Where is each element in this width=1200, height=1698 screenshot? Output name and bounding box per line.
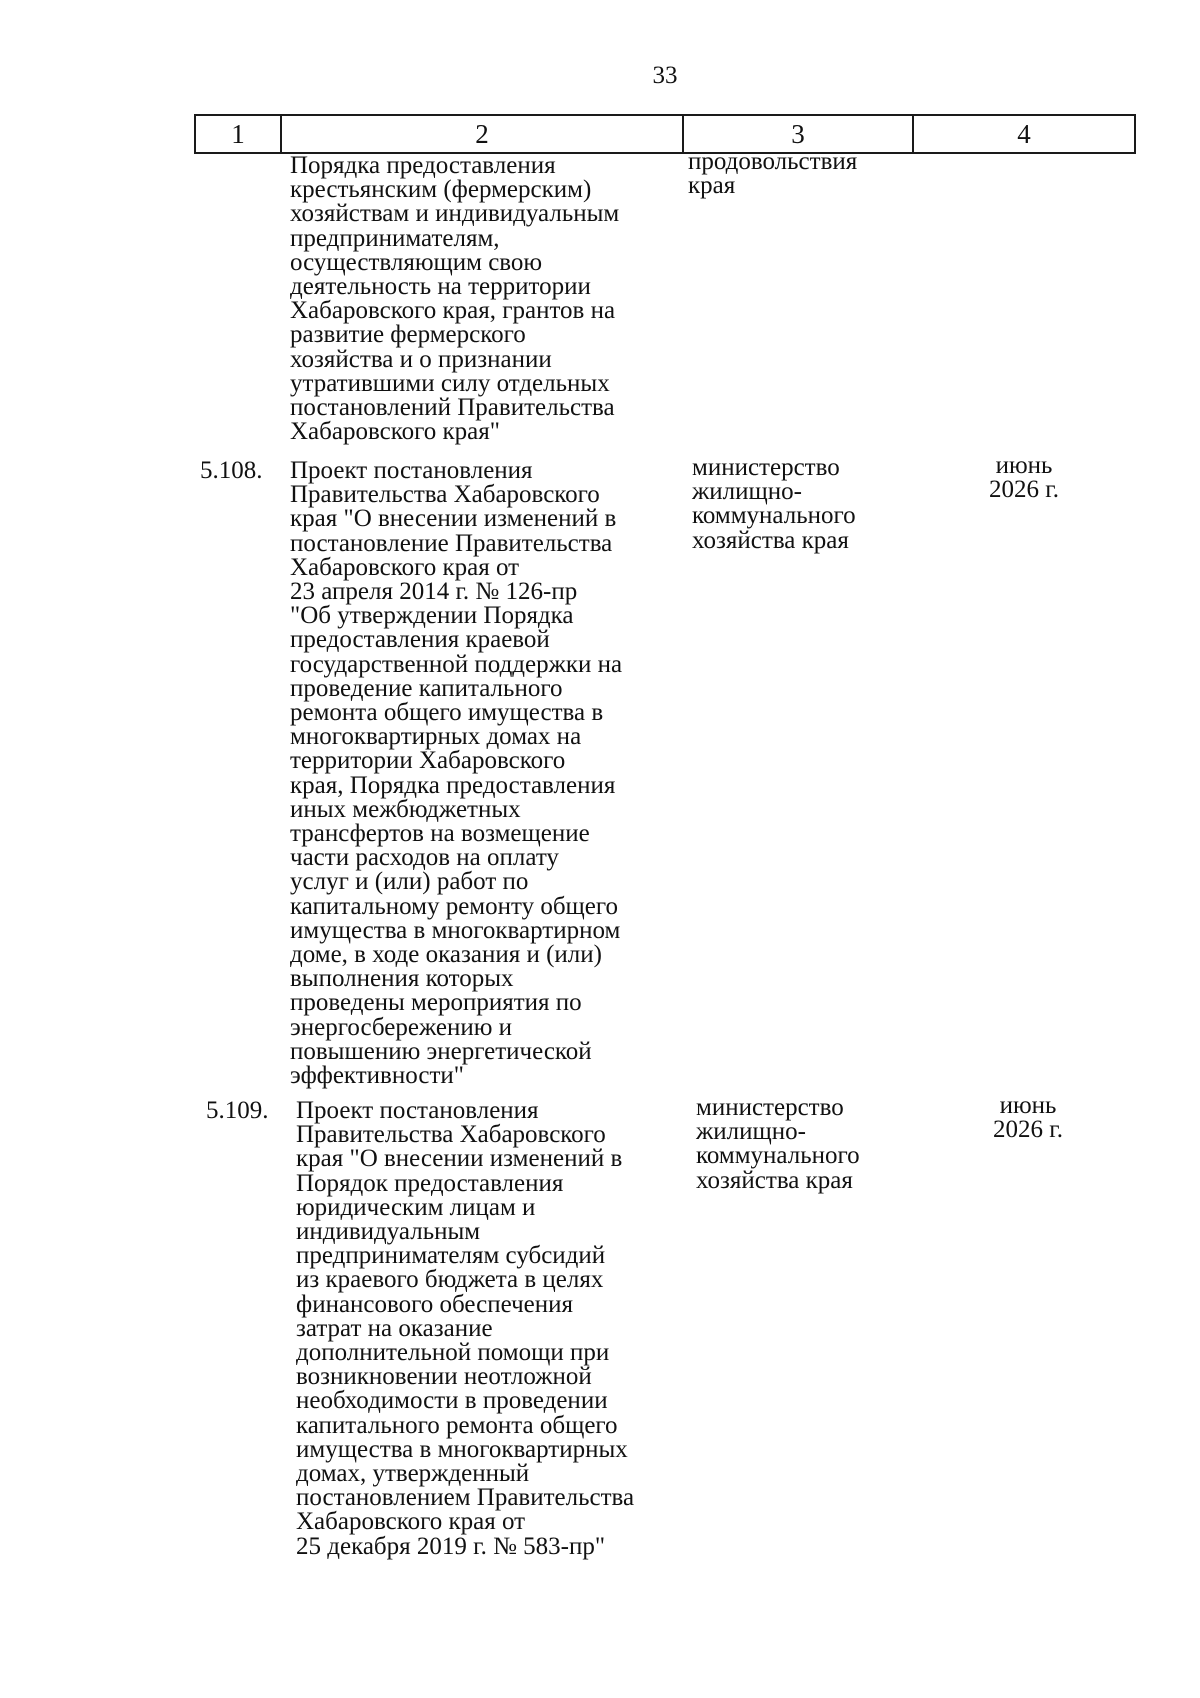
text-line: части расходов на оплату (290, 844, 559, 872)
text-line: 2026 г. (989, 476, 1059, 503)
text-line: края "О внесении изменений в (296, 1145, 623, 1173)
text-line: развитие фермерского (290, 321, 526, 349)
row-term (968, 1094, 1088, 1142)
text-line: юридическим лицам и (296, 1193, 536, 1221)
text-line: повышению энергетической (290, 1037, 592, 1065)
text-line: постановлений Правительства (290, 394, 615, 422)
table-header-row (194, 114, 1136, 154)
text-line: имущества в многоквартирном (290, 916, 621, 944)
text-line: многоквартирных домах на (290, 723, 582, 751)
text-line: возникновении неотложной (296, 1363, 592, 1391)
text-line: услуг и (или) работ по (290, 868, 529, 896)
text-line: финансового обеспечения (296, 1290, 574, 1318)
text-line: жилищно- (692, 478, 802, 506)
row-number: 5.109. (206, 1097, 269, 1124)
text-line: иных межбюджетных (290, 795, 521, 823)
text-line: Хабаровского края, грантов на (290, 297, 616, 325)
text-line: деятельность на территории (290, 273, 591, 301)
header-cell-1: 1 (231, 118, 245, 149)
text-line: проведение капитального (290, 674, 563, 702)
header-cell-2: 2 (280, 116, 682, 152)
row-term (964, 454, 1084, 502)
text-line: предпринимателям, (290, 224, 500, 252)
text-line: индивидуальным (296, 1218, 481, 1246)
text-line: имущества в многоквартирных (296, 1435, 628, 1463)
text-line: необходимости в проведении (296, 1387, 608, 1415)
text-line: 25 декабря 2019 г. № 583-пр" (296, 1532, 606, 1560)
header-cell-4: 4 (912, 116, 1134, 152)
text-line: Хабаровского края от (290, 553, 520, 581)
text-line: Порядка предоставления (290, 152, 556, 179)
text-line: доме, в ходе оказания и (или) (290, 941, 602, 969)
text-line: предоставления краевой (290, 626, 550, 654)
text-line: министерство (696, 1094, 844, 1121)
text-line: затрат на оказание (296, 1314, 493, 1342)
text-line: Порядок предоставления (296, 1169, 564, 1197)
text-line: территории Хабаровского (290, 747, 566, 775)
text-line: эффективности" (290, 1062, 464, 1090)
text-line: предпринимателям субсидий (296, 1242, 606, 1270)
text-line: из краевого бюджета в целях (296, 1266, 604, 1294)
text-line: хозяйства края (696, 1166, 853, 1194)
text-line: Хабаровского края" (290, 418, 500, 446)
row-description (290, 459, 622, 1088)
text-line: проведены мероприятия по (290, 989, 582, 1017)
row-responsible (692, 456, 856, 553)
text-line: министерство (692, 454, 840, 481)
text-line: края "О внесении изменений в (290, 505, 617, 533)
text-line: июнь (999, 1092, 1057, 1119)
text-line: осуществляющим свою (290, 248, 543, 276)
text-line: июнь (995, 452, 1053, 479)
text-line: края (688, 172, 736, 200)
text-line: ремонта общего имущества в (290, 699, 604, 727)
text-line: трансфертов на возмещение (290, 820, 590, 848)
text-line: хозяйства и о признании (290, 345, 552, 373)
text-line: крестьянским (фермерским) (290, 176, 592, 204)
header-cell-3: 3 (682, 116, 912, 152)
text-line: постановление Правительства (290, 529, 613, 557)
text-line: дополнительной помощи при (296, 1339, 610, 1367)
page-number: 33 (652, 62, 678, 89)
text-line: Правительства Хабаровского (290, 481, 600, 509)
continued-row-responsible (688, 150, 857, 198)
text-line: 2026 г. (993, 1116, 1063, 1143)
text-line: постановлением Правительства (296, 1484, 635, 1512)
continued-row-description (290, 154, 619, 444)
text-line: Правительства Хабаровского (296, 1121, 606, 1149)
text-line: "Об утверждении Порядка (290, 602, 574, 630)
text-line: Проект постановления (290, 457, 533, 484)
text-line: края, Порядка предоставления (290, 771, 616, 799)
text-line: государственной поддержки на (290, 650, 623, 678)
text-line: жилищно- (696, 1118, 806, 1146)
text-line: капитальному ремонту общего (290, 892, 619, 920)
text-line: продовольствия (688, 148, 858, 175)
text-line: хозяйствам и индивидуальным (290, 200, 620, 228)
text-line: утратившими силу отдельных (290, 369, 610, 397)
text-line: энергосбережению и (290, 1013, 513, 1041)
text-line: Проект постановления (296, 1097, 539, 1124)
text-line: 23 апреля 2014 г. № 126-пр (290, 578, 578, 606)
text-line: домах, утвержденный (296, 1460, 530, 1488)
text-line: коммунального (696, 1142, 860, 1170)
text-line: хозяйства края (692, 526, 849, 554)
text-line: выполнения которых (290, 965, 514, 993)
row-description (296, 1099, 634, 1559)
text-line: коммунального (692, 502, 856, 530)
row-number: 5.108. (200, 457, 263, 484)
text-line: капитального ремонта общего (296, 1411, 618, 1439)
row-responsible (696, 1096, 860, 1193)
text-line: Хабаровского края от (296, 1508, 526, 1536)
